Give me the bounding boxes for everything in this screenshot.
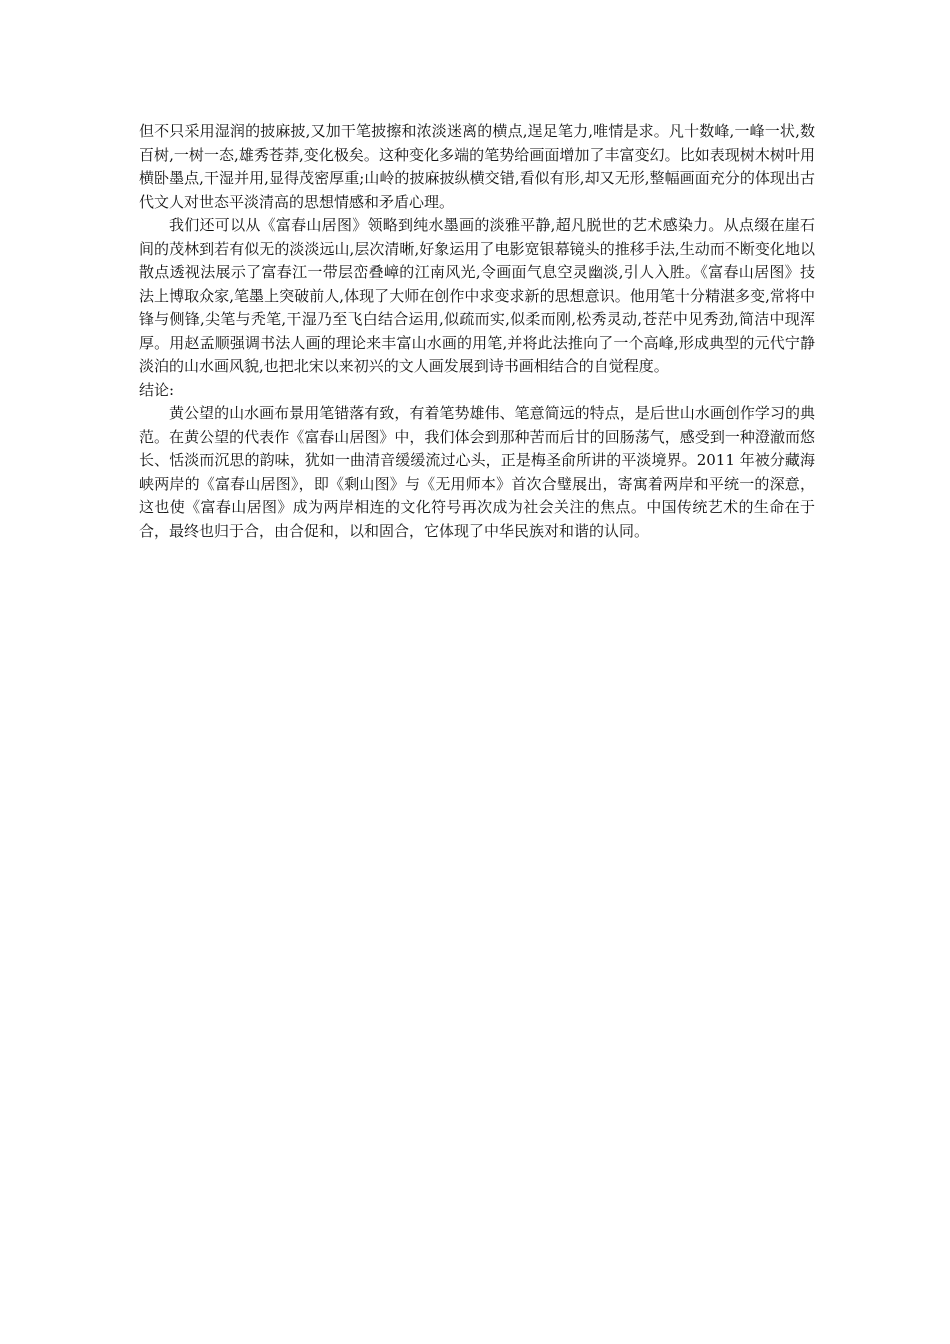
body-paragraph-1: 但不只采用湿润的披麻披,又加干笔披擦和浓淡迷离的横点,逞足笔力,唯情是求。凡十数峰,一峰一状,数百树,一树一态,雄秀苍莽,变化极矣。这种变化多端的笔势给画面增加了丰富变幻。比如表现树木树叶用横卧墨点,干湿并用,显得茂密厚重;山岭的披麻披纵横交错,看似有形,却又无形,整幅画面充分的体现出古代文人对世态平淡清高的思想情感和矛盾心理。 — [139, 122, 815, 211]
conclusion-paragraph: 黄公望的山水画布景用笔错落有致，有着笔势雄伟、笔意简远的特点，是后世山水画创作学习的典范。在黄公望的代表作《富春山居图》中，我们体会到那种苦而后甘的回肠荡气，感受到一种澄澈而悠长、恬淡而沉思的韵味，犹如一曲清音缓缓流过心头，正是梅圣俞所讲的平淡境界。2011 年被分藏海峡两岸的《富春山居图》，即《剩山图》与《无用师本》首次合璧展出，寄寓着两岸和平统一的深意，这也使《富春山居图》成为两岸相连的文化符号再次成为社会关注的焦点。中国传统艺术的生命在于合，最终也归于合，由合促和，以和固合，它体现了中华民族对和谐的认同。 — [139, 404, 815, 540]
document-body — [139, 120, 815, 543]
conclusion-heading: 结论: — [139, 380, 175, 399]
body-paragraph-2: 我们还可以从《富春山居图》领略到纯水墨画的淡雅平静,超凡脱世的艺术感染力。从点缀在崖石间的茂林到若有似无的淡淡远山,层次清晰,好象运用了电影宽银幕镜头的推移手法,生动而不断变化地以散点透视法展示了富春江一带层峦叠嶂的江南风光,令画面气息空灵幽淡,引人入胜。《富春山居图》技法上博取众家,笔墨上突破前人,体现了大师在创作中求变求新的思想意识。他用笔十分精湛多变,常将中锋与侧锋,尖笔与秃笔,干湿乃至飞白结合运用,似疏而实,似柔而刚,松秀灵动,苍茫中见秀劲,简洁中现浑厚。用赵孟顺强调书法人画的理论来丰富山水画的用笔,并将此法推向了一个高峰,形成典型的元代宁静淡泊的山水画风貌,也把北宋以来初兴的文人画发展到诗书画相结合的自觉程度。 — [139, 216, 815, 375]
